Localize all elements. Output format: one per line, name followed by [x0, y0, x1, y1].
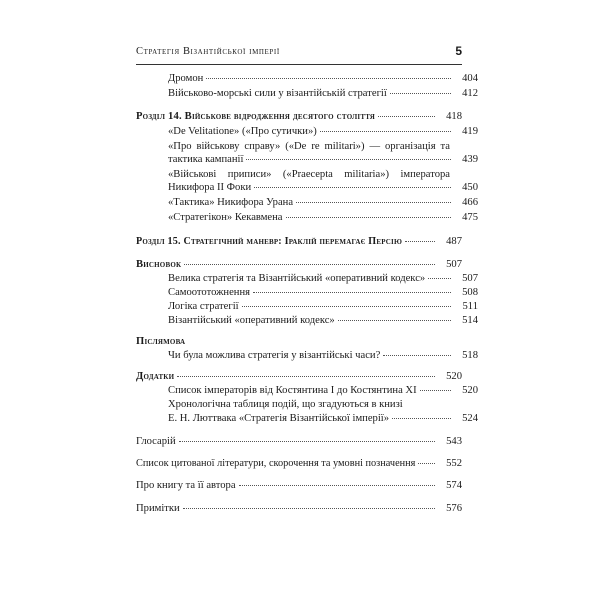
toc-entry-page: 514 [462, 315, 478, 326]
toc-entry-de-velitatione [152, 125, 478, 138]
leader-dots [253, 291, 451, 293]
toc-entry-page: 574 [446, 480, 462, 491]
toc-entry-title: «Тактика» Никифора Урана [168, 197, 294, 208]
toc-about-book [136, 479, 462, 492]
toc-entry-page: 520 [446, 371, 462, 382]
toc-entry-naval-forces [152, 87, 478, 100]
toc-entry-page: 475 [462, 212, 478, 223]
toc-afterword: Післямова [136, 336, 186, 347]
leader-dots [378, 115, 435, 117]
page-number: 5 [455, 44, 462, 58]
toc-entry-page: 520 [462, 385, 478, 396]
toc-entry-page: 419 [462, 126, 478, 137]
leader-dots [239, 484, 435, 486]
leader-dots [177, 375, 435, 377]
toc-entry-grand-strategy [152, 272, 478, 285]
toc-entry-was-strategy-possible [152, 349, 478, 362]
toc-entry-page: 450 [462, 182, 478, 193]
toc-entry-title: Про книгу та її автора [136, 480, 236, 491]
leader-dots [390, 92, 451, 94]
toc-appendices [136, 370, 462, 383]
running-header [136, 46, 462, 65]
toc-chapter-15 [136, 235, 462, 248]
toc-entry-de-re-militari-line1: «Про військову справу» («De re militari») — організація та [168, 141, 450, 152]
leader-dots [428, 277, 451, 279]
toc-section-title: Додатки [136, 371, 175, 382]
leader-dots [286, 216, 452, 218]
toc-entry-title: Логіка стратегії [168, 301, 239, 312]
leader-dots [383, 354, 451, 356]
toc-entry-logic-of-strategy [152, 300, 478, 313]
leader-dots [254, 186, 451, 188]
toc-entry-dromon [152, 72, 478, 85]
leader-dots [183, 507, 435, 509]
toc-entry-title: Никифора ІІ Фоки [168, 182, 252, 193]
toc-chapter-14 [136, 110, 462, 123]
toc-chapter-title: Розділ 15. Стратегічний маневр: Іраклій перемагає Персію [136, 236, 403, 247]
toc-entry-title: «Стратегікон» Кекавмена [168, 212, 283, 223]
toc-entry-page: 552 [446, 458, 462, 469]
toc-entry-title: Дромон [168, 73, 204, 84]
leader-dots [320, 130, 451, 132]
toc-entry-chronology [152, 412, 478, 425]
leader-dots [184, 263, 435, 265]
toc-entry-title: Візантійський «оперативний кодекс» [168, 315, 335, 326]
toc-notes [136, 502, 462, 515]
leader-dots [392, 417, 451, 419]
toc-entry-title: Примітки [136, 503, 180, 514]
toc-entry-title: Чи була можлива стратегія у візантійські часи? [168, 350, 381, 361]
leader-dots [246, 158, 451, 160]
toc-entry-title: Е. Н. Люттвака «Стратегія Візантійської імперії» [168, 413, 390, 424]
toc-entry-title: Список цитованої літератури, скорочення та умовні позначення [136, 458, 416, 469]
toc-entry-emperors-list [152, 384, 478, 397]
leader-dots [179, 440, 435, 442]
toc-entry-page: 576 [446, 503, 462, 514]
leader-dots [296, 201, 451, 203]
toc-entry-praecepta-line1: «Військові приписи» («Praecepta militaria») імператора [168, 169, 450, 180]
leader-dots [418, 462, 435, 464]
toc-entry-title: Список імператорів від Костянтина І до Костянтина ХІ [168, 385, 417, 396]
leader-dots [420, 389, 451, 391]
toc-entry-title: «De Velitatione» («Про сутички») [168, 126, 317, 137]
leader-dots [405, 240, 435, 242]
toc-entry-page: 543 [446, 436, 462, 447]
toc-entry-page: 511 [462, 301, 478, 312]
toc-chapter-title: Розділ 14. Військове відродження десятого століття [136, 111, 376, 122]
toc-entry-page: 418 [446, 111, 462, 122]
toc-entry-title: тактика кампанії [168, 154, 244, 165]
toc-entry-page: 524 [462, 413, 478, 424]
toc-entry-page: 412 [462, 88, 478, 99]
toc-entry-tactica [152, 196, 478, 209]
leader-dots [242, 305, 451, 307]
toc-glossary [136, 435, 462, 448]
toc-entry-page: 507 [462, 273, 478, 284]
toc-entry-praecepta [152, 181, 478, 194]
toc-entry-page: 507 [446, 259, 462, 270]
leader-dots [338, 319, 451, 321]
toc-entry-title: Військово-морські сили у візантійській стратегії [168, 88, 387, 99]
toc-entry-page: 404 [462, 73, 478, 84]
toc-entry-page: 508 [462, 287, 478, 298]
toc-entry-title: Самоототожнення [168, 287, 250, 298]
toc-entry-title: Глосарій [136, 436, 176, 447]
toc-entry-chronology-line1: Хронологічна таблиця подій, що згадуються в книзі [168, 399, 403, 410]
toc-entry-title: Велика стратегія та Візантійський «оперативний кодекс» [168, 273, 426, 284]
toc-entry-strategikon [152, 211, 478, 224]
leader-dots [206, 77, 451, 79]
toc-entry-self-identification [152, 286, 478, 299]
toc-section-title: Висновок [136, 259, 182, 270]
toc-entry-page: 518 [462, 350, 478, 361]
toc-entry-page: 466 [462, 197, 478, 208]
running-title: Стратегія Візантійської імперії [136, 46, 280, 57]
toc-entry-operational-code [152, 314, 478, 327]
toc-entry-page: 439 [462, 154, 478, 165]
toc-entry-de-re-militari [152, 153, 478, 166]
toc-entry-page: 487 [446, 236, 462, 247]
toc-bibliography [136, 457, 462, 470]
toc-conclusion [136, 258, 462, 271]
